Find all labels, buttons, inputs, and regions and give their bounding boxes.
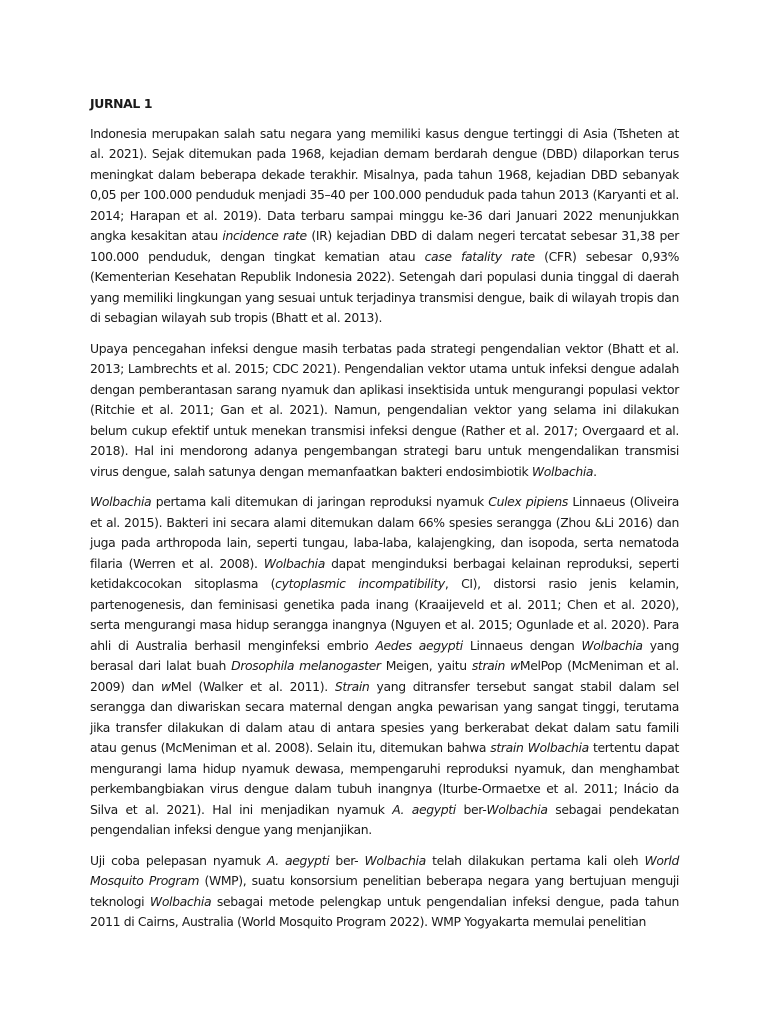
italic-term: incidence rate [222, 228, 307, 243]
italic-term: World Mosquito Program [90, 852, 679, 888]
italic-term: Aedes aegypti [375, 637, 463, 653]
italic-term: A. aegypti [266, 852, 330, 868]
paragraph-2 [90, 339, 679, 483]
text-run: MelPop (McMeniman et al. 2009) dan [90, 658, 679, 694]
italic-term: cytoplasmic incompatibility [275, 576, 445, 591]
text-run: Mel (Walker et al. 2011). [170, 678, 335, 694]
document-heading: JURNAL 1 [90, 96, 153, 111]
text-run: Meigen, yaitu [380, 658, 472, 673]
text-run: , CI), distorsi rasio jenis kelamin, partenogenesis, dan feminisasi genetika pada inang (Kraaijeveld et al. 2011; Chen et al. 2020), serta mengurangi masa hidup serangga inangnya (Nguyen et al. 2015; Ogunlade et al. 2020). Para ahli di Australia berhasil menginfeksi embrio [90, 576, 679, 653]
italic-term: Wolbachia [581, 637, 643, 653]
text-run: Upaya pencegahan infeksi dengue masih terbatas pada strategi pengendalian vektor (Bhatt et al. 2013; Lambrechts et al. 2015; CDC 2021). Pengendalian vektor utama untuk infeksi dengue adalah dengan pemberantasan sarang nyamuk dan aplikasi insektisida untuk mengurangi populasi vektor (Ritchie et al. 2011; Gan et al. 2021). Namun, pengendalian vektor yang selama ini dilakukan belum cukup efektif untuk menekan transmisi infeksi dengue (Rather et al. 2017; Overgaard et al. 2018). Hal ini mendorong adanya pengembangan strategi baru untuk mengendalikan transmisi virus dengue, salah satunya dengan memanfaatkan bakteri endosimbiotik [90, 340, 679, 479]
text-run: yang ditransfer tersebut sangat stabil dalam sel serangga dan diwariskan secara maternal dengan angka pewarisan yang sangat tinggi, terutama jika transfer dilakukan di dalam atau di antara spesies yang berkerabat dekat dalam satu famili atau genus (McMeniman et al. 2008). Selain itu, ditemukan bahwa [90, 678, 680, 755]
text-run: dapat menginduksi berbagai kelainan reproduksi, seperti ketidakcocokan sitoplasma ( [90, 555, 679, 591]
text-run: yang berasal dari lalat buah [90, 637, 679, 673]
text-run: (IR) kejadian DBD di dalam negeri tercatat sebesar 31,38 per 100.000 penduduk, dengan tingkat kematian atau [90, 228, 679, 264]
paragraph-1 [90, 124, 679, 329]
text-run: Linnaeus (Oliveira et al. 2015). Bakteri ini secara alami ditemukan dalam 66% spesies serangga (Zhou &Li 2016) dan juga pada arthropoda lain, seperti tungau, laba-laba, kalajengking, dan isopoda, serta nematoda filaria (Werren et al. 2008). [90, 494, 679, 571]
paragraph-4 [90, 851, 679, 933]
italic-term: w [160, 678, 171, 694]
text-run: sebagai pendekatan pengendalian infeksi dengue yang menjanjikan. [90, 801, 680, 837]
text-run: ber- [329, 852, 365, 868]
text-run: pertama kali ditemukan di jaringan reproduksi nyamuk [151, 494, 489, 509]
italic-term: Wolbachia [486, 801, 548, 817]
italic-term: Wolbachia [149, 893, 212, 909]
text-run: sebagai metode pelengkap untuk pengendalian infeksi dengue, pada tahun 2011 di Cairns, Australia (World Mosquito Program 2022). WMP Yogyakarta memulai penelitian [90, 893, 679, 929]
italic-term: strain Wolbachia [490, 740, 589, 755]
text-run: ber- [455, 801, 487, 817]
text-run: telah dilakukan pertama kali oleh [425, 852, 645, 868]
text-run: tertentu dapat mengurangi lama hidup nyamuk dewasa, mempengaruhi reproduksi nyamuk, dan menghambat perkembangbiakan virus dengue dalam tubuh inangnya (Iturbe-Ormaetxe et al. 2011; Inácio da Silva et al. 2021). Hal ini menjadikan nyamuk [90, 740, 680, 817]
paragraph-3 [90, 492, 679, 841]
italic-term: Wolbachia [531, 463, 594, 479]
text-run: Linnaeus dengan [462, 637, 582, 653]
italic-term: Wolbachia [263, 555, 326, 571]
italic-term: case fatality rate [424, 248, 535, 264]
italic-term: Wolbachia [364, 852, 426, 868]
text-run: . [593, 463, 597, 479]
italic-term: Wolbachia [90, 494, 152, 509]
text-run: Indonesia merupakan salah satu negara yang memiliki kasus dengue tertinggi di Asia (Tsheten at al. 2021). Sejak ditemukan pada 1968, kejadian demam berdarah dengue (DBD) dilaporkan terus meningkat dalam beberapa dekade terakhir. Misalnya, pada tahun 1968, kejadian DBD sebanyak 0,05 per 100.000 penduduk menjadi 35–40 per 100.000 penduduk pada tahun 2013 (Karyanti et al. 2014; Harapan et al. 2019). Data terbaru sampai minggu ke-36 dari Januari 2022 menunjukkan angka kesakitan atau [90, 125, 679, 243]
document-page [90, 94, 679, 943]
italic-term: Culex pipiens [488, 494, 568, 509]
italic-term: A. aegypti [392, 801, 456, 817]
text-run: (CFR) sebesar 0,93% (Kementerian Kesehatan Republik Indonesia 2022). Setengah dari populasi dunia tinggal di daerah yang memiliki lingkungan yang sesuai untuk terjadinya transmisi dengue, baik di wilayah tropis dan di sebagian wilayah sub tropis (Bhatt et al. 2013). [90, 248, 679, 325]
text-run: Uji coba pelepasan nyamuk [90, 852, 267, 868]
italic-term: strain w [471, 658, 520, 673]
text-run: (WMP), suatu konsorsium penelitian beberapa negara yang bertujuan menguji teknologi [90, 873, 680, 909]
italic-term: Strain [334, 678, 370, 694]
italic-term: Drosophila melanogaster [231, 658, 381, 673]
